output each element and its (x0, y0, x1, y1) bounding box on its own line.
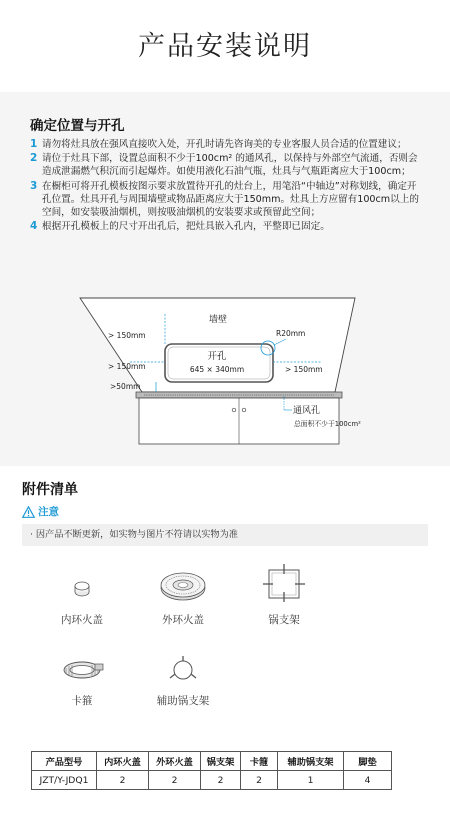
table-row (32, 771, 392, 790)
table-cell: 2 (97, 771, 149, 790)
hole-size-label: 645 × 340mm (189, 365, 245, 374)
accessories-note: · 因产品不断更新，如实物与图片不符请以实物为准 (22, 524, 428, 546)
clamp-icon (59, 655, 105, 685)
accessory-label: 锅支架 (268, 614, 300, 626)
step-text: 请位于灶具下部，设置总面积不少于100cm² 的通风孔，以保持与外部空气流通，否则会造成泄漏燃气积沉而引起爆炸。如使用液化石油气瓶，灶具与气瓶距离应大于100cm； (42, 153, 418, 178)
wall-label: 墙壁 (208, 315, 228, 325)
accessory-spec-table (31, 751, 392, 790)
install-step (30, 180, 425, 220)
accessory-pot-support (234, 562, 334, 627)
step-number: 2 (30, 152, 38, 165)
step-text: 根据开孔模板上的尺寸开出孔后，把灶具嵌入孔内，平整即已固定。 (42, 221, 330, 233)
auxiliary-pot-support-icon (163, 653, 203, 685)
install-section-title: 确定位置与开孔 (30, 118, 125, 134)
table-header-row (32, 752, 392, 771)
install-step (30, 152, 425, 178)
table-header-cell: 产品型号 (32, 752, 97, 771)
pot-support-icon (262, 562, 306, 604)
table-cell: 2 (241, 771, 278, 790)
table-cell: 1 (278, 771, 344, 790)
page-title: 产品安装说明 (138, 31, 312, 62)
vent-note: 总面积不少于100cm² (294, 420, 361, 428)
inner-fire-cap-icon (62, 572, 102, 604)
vent-label: 通风孔 (293, 406, 321, 416)
accessory-label: 辅助锅支架 (156, 695, 210, 707)
table-header-cell: 外环火盖 (149, 752, 201, 771)
step-text: 请勿将灶具放在强风直接吹入处，开孔时请先咨询美的专业客服人员合适的位置建议； (42, 139, 407, 150)
install-step (30, 138, 425, 151)
accessories-title: 附件清单 (22, 482, 78, 498)
dim-right-label: > 150mm (285, 365, 323, 374)
accessory-label: 外环火盖 (162, 614, 204, 626)
install-step (30, 220, 425, 233)
accessory-label: 卡箍 (71, 695, 93, 707)
accessory-outer-fire-cap (133, 566, 233, 627)
table-header-cell: 辅助锅支架 (278, 752, 344, 771)
step-text: 在橱柜可将开孔模板按图示要求放置待开孔的灶台上，用笔沿“中轴边”对称划线，确定开孔位置。灶具开孔与周围墙壁或物品距离应大于150mm。灶具上方应留有100cm以上的空间，如安装吸油烟机，则按吸油烟机的安装要求或预留此空间； (42, 180, 419, 219)
step-number: 3 (30, 179, 38, 192)
outer-fire-cap-icon (157, 566, 209, 604)
table-cell: 2 (201, 771, 241, 790)
radius-label: R20mm (276, 329, 306, 338)
table-cell: 4 (344, 771, 392, 790)
accessory-label: 内环火盖 (61, 614, 103, 626)
dim-left-label: > 150mm (108, 362, 146, 371)
dim-top-label: > 150mm (108, 331, 146, 340)
table-header-cell: 脚垫 (344, 752, 392, 771)
installation-diagram (60, 296, 400, 446)
hole-label: 开孔 (207, 351, 227, 362)
step-number: 1 (30, 138, 38, 150)
cutout-hole (165, 344, 273, 382)
accessory-clamp (32, 655, 132, 708)
install-steps (30, 138, 425, 233)
accessory-inner-fire-cap (32, 572, 132, 627)
dim-front-label: >50mm (110, 382, 141, 391)
accessory-auxiliary-pot-support (133, 653, 233, 708)
table-cell: 2 (149, 771, 201, 790)
warning-row (22, 504, 59, 519)
warning-triangle-icon (22, 506, 35, 518)
step-number: 4 (30, 220, 38, 233)
warning-label: 注意 (38, 506, 59, 518)
table-header-cell: 锅支架 (201, 752, 241, 771)
table-cell: JZT/Y-JDQ1 (32, 771, 97, 790)
table-header-cell: 卡箍 (241, 752, 278, 771)
table-header-cell: 内环火盖 (97, 752, 149, 771)
